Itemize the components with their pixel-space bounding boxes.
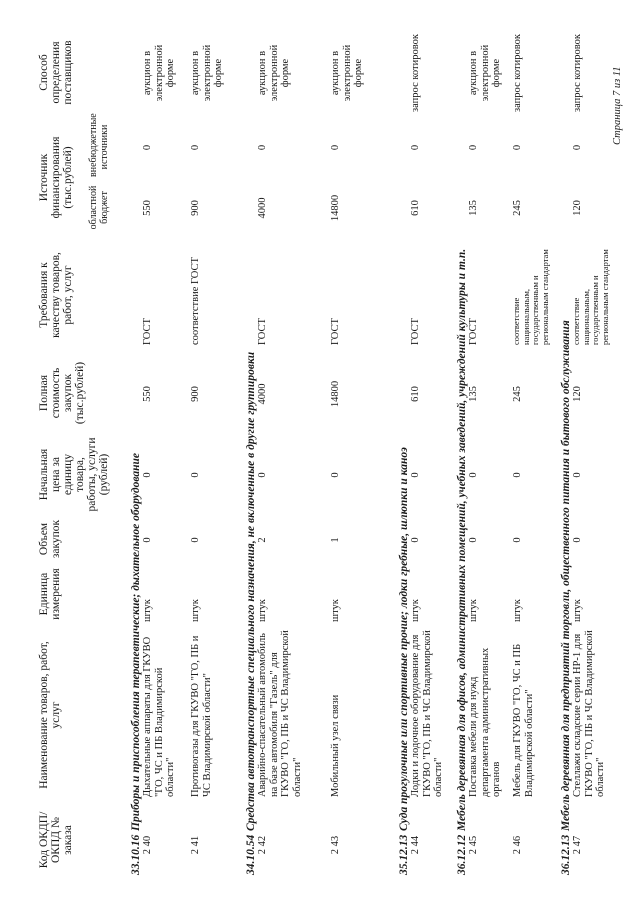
row-name: Дыхательные аппараты для ГКУВО "ГО, ЧС и ПБ Владимирской области" <box>142 636 176 797</box>
header-code: Код ОКДП/ ОКПД № заказа <box>38 811 74 869</box>
header-fin-extra: внебюджетные источники <box>88 113 110 177</box>
row-total: 14800 <box>330 380 341 408</box>
row-method: запрос котировок <box>512 34 523 112</box>
row-requirements: соответствие национальным, государственным и региональным стандартам <box>571 249 610 345</box>
row-unit: штук <box>512 599 523 622</box>
section-heading <box>456 249 468 875</box>
row-method: запрос котировок <box>410 34 421 112</box>
header-unit: Единица измерения <box>38 568 62 620</box>
row-price: 0 <box>330 472 341 478</box>
row-number: 2 40 <box>142 835 153 855</box>
row-fin-regional: 550 <box>142 200 153 216</box>
row-unit: штук <box>468 599 479 622</box>
row-number: 2 43 <box>330 835 341 855</box>
row-number: 2 46 <box>512 835 523 855</box>
row-total: 900 <box>190 386 201 402</box>
row-fin-extra: 0 <box>257 144 268 151</box>
header-name: Наименование товаров, работ, услуг <box>38 641 62 789</box>
header-financing: Источник финансирования (тыс.рублей) <box>38 136 74 219</box>
row-total: 120 <box>572 386 583 402</box>
row-price: 0 <box>410 472 421 478</box>
section-code: 34.10.54 <box>245 834 257 875</box>
row-unit: штук <box>190 599 201 622</box>
row-requirements: ГОСТ <box>142 318 153 345</box>
row-qty: 1 <box>330 537 341 543</box>
row-requirements: ГОСТ <box>468 318 479 345</box>
row-number: 2 41 <box>190 835 201 855</box>
section-code: 36.12.12 <box>456 834 468 875</box>
row-qty: 0 <box>468 537 479 543</box>
section-code: 35.12.13 <box>398 834 410 875</box>
row-number: 2 47 <box>572 835 583 855</box>
row-name: Мебель для ГКУВО "ГО, ЧС и ПБ Владимирской области" <box>512 643 535 797</box>
row-qty: 0 <box>572 537 583 543</box>
row-total: 610 <box>410 386 421 402</box>
row-requirements: ГОСТ <box>257 318 268 345</box>
row-method: аукцион в электронной форме <box>468 44 502 102</box>
page-footer: Страница 7 из 11 <box>612 66 623 145</box>
row-name: Поставка мебели для нужд департамента административных органов <box>468 647 502 797</box>
header-qty: Объем закупок <box>38 519 62 559</box>
row-unit: штук <box>257 599 268 622</box>
section-title: Приборы и приспособления терапевтические; дыхательное оборудование <box>130 452 142 831</box>
row-price: 0 <box>142 472 153 478</box>
row-number: 2 44 <box>410 835 421 855</box>
section-title: Мебель деревянная для офисов, административных помещений, учебных заведений, учреждений культуры и т.п. <box>456 248 468 831</box>
section-heading <box>398 447 410 875</box>
row-method: аукцион в электронной форме <box>330 44 364 102</box>
row-number: 2 42 <box>257 835 268 855</box>
row-fin-extra: 0 <box>512 144 523 151</box>
row-qty: 0 <box>512 537 523 543</box>
row-qty: 0 <box>190 537 201 543</box>
section-title: Средства автотранспортные специального назначения, не включенные в другие группировки <box>245 351 257 831</box>
row-name: Мобильный узел связи <box>330 694 341 797</box>
row-unit: штук <box>410 599 421 622</box>
row-total: 4000 <box>257 383 268 405</box>
row-fin-extra: 0 <box>572 144 583 151</box>
row-requirements: ГОСТ <box>410 318 421 345</box>
row-price: 0 <box>468 472 479 478</box>
row-fin-regional: 135 <box>468 200 479 216</box>
section-title: Мебель деревянная для предприятий торговли, общественного питания и бытового обслуживания <box>560 320 572 831</box>
section-heading <box>245 352 257 875</box>
section-heading <box>560 320 572 875</box>
row-price: 0 <box>190 472 201 478</box>
row-name: Стеллажи складские серии НР-1 для ГКУВО "ГО, ПБ и ЧС Владимирской области" <box>572 630 606 797</box>
header-requirements: Требования к качеству товаров, работ, услуг <box>38 252 74 338</box>
section-title: Суда прогулочные или спортивные прочие; лодки гребные, шлюпки и каноэ <box>398 447 410 831</box>
row-name: Аварийно-спасательный автомобиль на базе автомобиля "Газель" для ГКУВО "ГО, ПБ и ЧС Владимирской области" <box>257 630 303 797</box>
section-code: 33.10.16 <box>130 834 142 875</box>
row-method: аукцион в электронной форме <box>142 44 176 102</box>
row-fin-extra: 0 <box>142 144 153 151</box>
row-unit: штук <box>330 599 341 622</box>
row-fin-regional: 14800 <box>330 194 341 222</box>
row-price: 0 <box>572 472 583 478</box>
row-requirements: соответствие ГОСТ <box>190 257 201 345</box>
row-total: 550 <box>142 386 153 402</box>
row-fin-regional: 4000 <box>257 197 268 219</box>
row-fin-extra: 0 <box>410 144 421 151</box>
row-unit: штук <box>572 599 583 622</box>
row-fin-extra: 0 <box>330 144 341 151</box>
header-method: Способ определения поставщиков <box>38 40 74 105</box>
row-unit: штук <box>142 599 153 622</box>
header-total: Полная стоимость закупок (тыс.рублей) <box>38 361 86 425</box>
row-number: 2 45 <box>468 835 479 855</box>
row-fin-regional: 900 <box>190 200 201 216</box>
row-requirements: соответствие национальным, государственным и региональным стандартам <box>511 249 550 345</box>
header-fin-regional: областной бюджет <box>88 185 110 230</box>
row-fin-regional: 245 <box>512 200 523 216</box>
row-fin-regional: 120 <box>572 200 583 216</box>
row-name: Противогазы для ГКУВО "ГО, ПБ и ЧС Владимирской области" <box>190 635 213 797</box>
header-price: Начальная цена за единицу товара, работы, услуги (рублей) <box>38 437 110 512</box>
section-code: 36.12.13 <box>560 834 572 875</box>
row-total: 135 <box>468 386 479 402</box>
row-method: запрос котировок <box>572 34 583 112</box>
row-requirements: ГОСТ <box>330 318 341 345</box>
row-method: аукцион в электронной форме <box>257 44 291 102</box>
row-price: 0 <box>512 472 523 478</box>
row-name: Лодки и лодочное оборудование для ГКУВО "ГО, ПБ и ЧС Владимирской области" <box>410 630 444 797</box>
row-total: 245 <box>512 386 523 402</box>
row-fin-extra: 0 <box>468 144 479 151</box>
row-method: аукцион в электронной форме <box>190 44 224 102</box>
row-price: 0 <box>257 472 268 478</box>
row-qty: 0 <box>142 537 153 543</box>
section-heading <box>130 453 142 875</box>
row-qty: 2 <box>257 537 268 543</box>
row-fin-regional: 610 <box>410 200 421 216</box>
row-fin-extra: 0 <box>190 144 201 151</box>
row-qty: 0 <box>410 537 421 543</box>
